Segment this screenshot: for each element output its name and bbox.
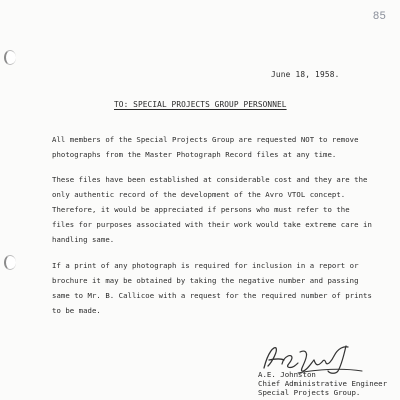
memo-subject: TO: SPECIAL PROJECTS GROUP PERSONNEL <box>114 100 287 109</box>
signatory-group: Special Projects Group. <box>258 388 361 397</box>
memo-date: June 18, 1958. <box>271 70 340 79</box>
signatory-title: Chief Administrative Engineer <box>258 379 388 388</box>
signatory-name: A.E. Johnston <box>258 370 316 379</box>
punch-hole-top <box>4 50 16 65</box>
punch-hole-bottom <box>4 255 16 270</box>
signature-block <box>258 370 387 397</box>
page-number: 85 <box>373 10 387 22</box>
paragraph-1: All members of the Special Projects Group are requested NOT to remove photographs from the Master Photograph Record files at any time. <box>52 135 359 159</box>
paragraph-3: If a print of any photograph is required for inclusion in a report or brochure it may be obtained by taking the negative number and passing same to Mr. B. Callicoe with a request for the required number of prints to be made. <box>52 261 372 315</box>
paragraph-2: These files have been established at considerable cost and they are the only authentic record of the development of the Avro VTOL concept. Therefore, it would be appreciated if persons who must refer to the files for purposes associated with their work would take extreme care in handling same. <box>52 175 372 244</box>
